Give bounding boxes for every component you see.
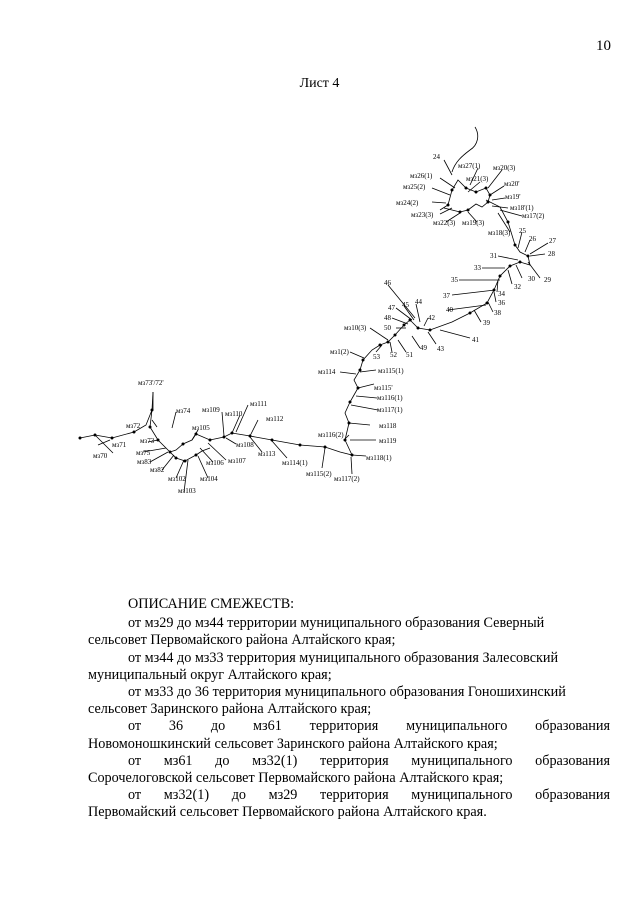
paragraph-3-line-2: сельсовет Заринского района Алтайского края; <box>88 701 372 718</box>
word: мз61 <box>253 718 282 735</box>
map-label: 47 <box>388 304 395 312</box>
paragraph-6-line-2: Первомайский сельсовет Первомайского района Алтайского края. <box>88 804 487 821</box>
map-label: 29 <box>544 276 551 284</box>
map-label: мз113 <box>258 450 276 458</box>
word: мз32(1) <box>163 787 210 804</box>
map-label: мз107 <box>228 457 246 465</box>
map-label: 53 <box>373 353 380 361</box>
map-label: мз20(3) <box>493 164 516 172</box>
map-label: мз111 <box>250 400 268 408</box>
map-label: мз115(1) <box>378 367 404 375</box>
word: от <box>128 752 142 769</box>
word: территория <box>320 787 389 804</box>
paragraph-4-line-1 <box>88 718 610 735</box>
paragraph-3-line-1: от мз33 до 36 территория муниципального образования Гоношихинский <box>128 684 566 701</box>
map-label: мз1(2) <box>330 348 349 356</box>
adjacency-description <box>88 596 610 822</box>
word: территория <box>320 752 389 769</box>
word: мз32(1) <box>252 752 298 769</box>
map-label: мз71 <box>112 441 127 449</box>
word: от <box>128 787 142 804</box>
map-label: 27 <box>549 237 556 245</box>
map-label: 45 <box>402 301 409 309</box>
word: образования <box>535 752 610 769</box>
map-label: 25 <box>519 227 526 235</box>
word: от <box>128 718 142 735</box>
paragraph-2-line-2: муниципальный округ Алтайского края; <box>88 666 332 683</box>
word: до <box>231 787 246 804</box>
map-label: мз24(2) <box>396 199 419 207</box>
map-label: 49 <box>420 344 427 352</box>
word: до <box>215 752 230 769</box>
map-label: 42 <box>428 314 435 322</box>
map-label: мз72 <box>126 422 141 430</box>
map-label: 46 <box>384 279 391 287</box>
map-label: 28 <box>548 250 555 258</box>
map-label: 24 <box>433 153 440 161</box>
description-title: ОПИСАНИЕ СМЕЖЕСТВ: <box>128 596 295 612</box>
word: образования <box>535 718 610 735</box>
map-label: мз70 <box>93 452 108 460</box>
word: образования <box>535 787 610 804</box>
map-label: 31 <box>490 252 497 260</box>
map-label: 30 <box>528 275 535 283</box>
map-label: мз25(2) <box>403 183 426 191</box>
word: до <box>210 718 226 735</box>
paragraph-5-line-2: Сорочелоговской сельсовет Первомайского района Алтайского края; <box>88 770 504 787</box>
paragraph-6-line-1 <box>88 787 610 804</box>
map-label: мз109 <box>202 406 220 414</box>
map-label: мз10(3) <box>344 324 367 332</box>
map-label: мз83 <box>137 458 152 466</box>
map-label: 37 <box>443 292 450 300</box>
map-label: мз114 <box>318 368 336 376</box>
map-label: мз26(1) <box>410 172 433 180</box>
sheet-title: Лист 4 <box>299 76 340 91</box>
map-label: мз117(2) <box>334 475 360 483</box>
word: муниципального <box>406 718 508 735</box>
map-label: мз102 <box>168 475 186 483</box>
map-label: мз74 <box>176 407 191 415</box>
map-label: 33 <box>474 264 481 272</box>
paragraph-5-line-1 <box>88 753 610 770</box>
map-label: 35 <box>451 276 458 284</box>
paragraph-1-line-1: от мз29 до мз44 территории муниципального образования Северный <box>128 615 545 632</box>
word: муниципального <box>411 787 513 804</box>
paragraph-1-line-2: сельсовет Первомайского района Алтайского края; <box>88 632 396 649</box>
map-label: мз73 <box>140 437 155 445</box>
map-label: мз27(1) <box>458 162 481 170</box>
map-label: мз115(2) <box>306 470 332 478</box>
map-label: мз20' <box>504 180 520 188</box>
map-label: мз21(3) <box>466 175 489 183</box>
map-label: мз108 <box>236 441 254 449</box>
map-label: 40 <box>446 306 453 314</box>
map-label: мз82 <box>150 466 165 474</box>
map-label: 44 <box>415 298 422 306</box>
map-label: мз17(2) <box>522 212 545 220</box>
map-label: мз103 <box>178 487 196 495</box>
map-label: 51 <box>406 351 413 359</box>
map-label: мз105 <box>192 424 210 432</box>
map-label: мз115' <box>374 384 393 392</box>
map-label: мз118 <box>379 422 397 430</box>
word: территория <box>309 718 379 735</box>
paragraph-4-line-2: Новомоношкинский сельсовет Заринского района Алтайского края; <box>88 735 498 752</box>
map-label: мз112 <box>266 415 284 423</box>
map-label: мз117(1) <box>377 406 403 414</box>
map-label: мз22(3) <box>433 219 456 227</box>
map-label: 32 <box>514 283 521 291</box>
map-label: мз106 <box>206 459 224 467</box>
map-label: мз75 <box>136 449 151 457</box>
paragraph-2-line-1: от мз44 до мз33 территория муниципального образования Залесовский <box>128 649 559 666</box>
map-label: мз116(1) <box>377 394 403 402</box>
map-label: 41 <box>472 336 479 344</box>
map-label: мз104 <box>200 475 218 483</box>
map-label: 39 <box>483 319 490 327</box>
map-label: мз19' <box>505 193 521 201</box>
map-label: мз119 <box>379 437 397 445</box>
map-label: 38 <box>494 309 501 317</box>
map-label: 26 <box>529 235 536 243</box>
map-label: мз18'(1) <box>510 204 534 212</box>
map-label: мз116(2) <box>318 431 344 439</box>
word: мз61 <box>163 752 193 769</box>
map-label: 36 <box>498 299 505 307</box>
map-label: мз110 <box>225 410 243 418</box>
word: 36 <box>168 718 184 735</box>
map-label: мз118(1) <box>366 454 392 462</box>
map-label: 52 <box>390 351 397 359</box>
map-label: мз19(3) <box>462 219 485 227</box>
boundary-upper <box>440 180 490 212</box>
page-number: 10 <box>596 38 611 54</box>
map-label: 34 <box>498 290 505 298</box>
map-label: 43 <box>437 345 444 353</box>
map-label: 50 <box>384 324 391 332</box>
map-label: мз18(3) <box>488 229 511 237</box>
map-label: 48 <box>384 314 391 322</box>
map-label: мз23(3) <box>411 211 434 219</box>
map-label: мз73'/72' <box>138 379 164 387</box>
word: мз29 <box>268 787 298 804</box>
map-label: мз114(1) <box>282 459 308 467</box>
word: муниципального <box>411 752 513 769</box>
